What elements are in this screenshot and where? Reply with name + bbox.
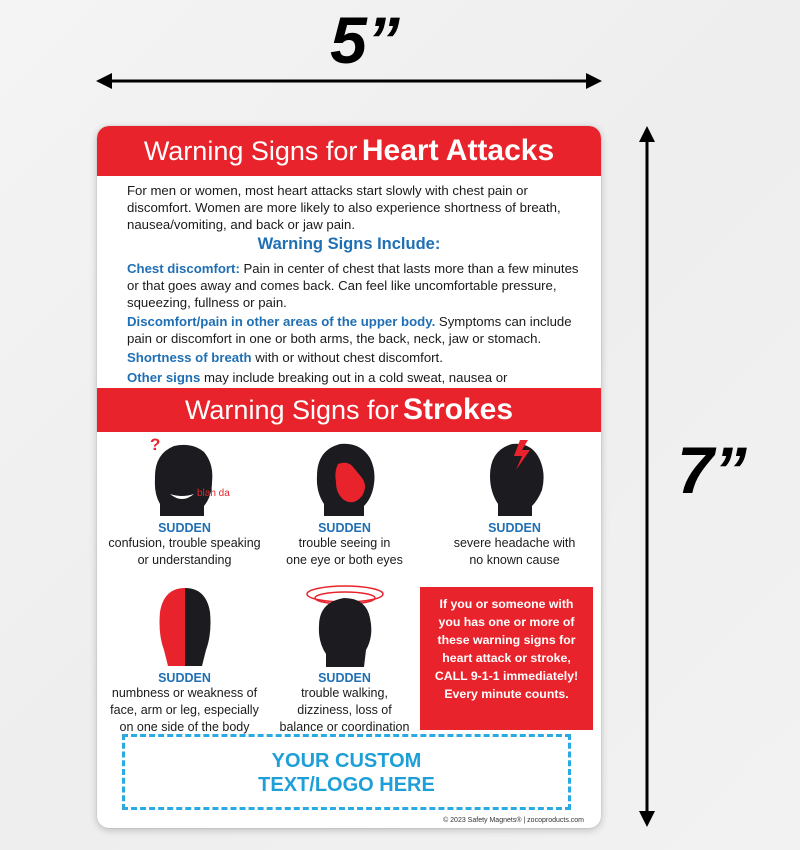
custom-line-1: YOUR CUSTOM [271, 750, 422, 772]
speech-text: blah da [196, 488, 230, 499]
stroke-sign-heading: SUDDEN [318, 521, 371, 535]
sign-label: Shortness of breath [127, 350, 252, 365]
stroke-sign-desc-3: on one side of the body [119, 720, 250, 734]
sign-text: may include breaking out in a cold sweat, nausea or [203, 370, 508, 385]
call-line-3: these warning signs for [437, 633, 576, 647]
call-line-1: If you or someone with [439, 597, 574, 611]
stroke-sign-desc-1: confusion, trouble speaking [108, 536, 261, 550]
stroke-sign-desc-3: balance or coordination [279, 720, 410, 734]
stroke-sign-heading: SUDDEN [158, 521, 211, 535]
stroke-sign-desc-2: face, arm or leg, especially [110, 703, 259, 717]
call-line-4: heart attack or stroke, [442, 651, 571, 665]
stroke-sign-desc-2: dizziness, loss of [297, 703, 392, 717]
width-dimension-label: 5” [330, 3, 400, 77]
stroke-sign-desc-2: one eye or both eyes [286, 553, 403, 567]
stroke-sign-headache [432, 434, 597, 569]
sign-shortness-of-breath [127, 349, 579, 366]
stroke-sign-dizziness [262, 580, 427, 736]
vision-head-icon [290, 434, 400, 519]
sign-text: Symptoms can include pain or discomfort in one or both arms, the back, neck, jaw or stomach. [127, 314, 572, 346]
sign-label: Chest discomfort: [127, 261, 240, 276]
call-line-6: Every minute counts. [444, 687, 569, 701]
copyright-text: © 2023 Safety Magnets® | zocoproducts.com [443, 817, 584, 824]
heart-attacks-intro: For men or women, most heart attacks start slowly with chest pain or discomfort. Women are more likely to also experience shortness of breath, nausea/vomiting, and back or jaw pain. [127, 183, 561, 232]
heart-attacks-title-bold: Heart Attacks [361, 134, 555, 167]
dizzy-head-icon [290, 580, 400, 669]
call-line-5: CALL 9-1-1 immediately! [434, 669, 579, 683]
height-arrow [639, 126, 655, 827]
numbness-head-icon [130, 584, 240, 669]
warning-signs-magnet [97, 126, 601, 828]
stroke-sign-desc-1: severe headache with [453, 536, 576, 550]
sign-label: Discomfort/pain in other areas of the upper body. [127, 314, 436, 329]
stroke-sign-heading: SUDDEN [318, 671, 371, 685]
confused-head-icon [130, 434, 240, 519]
stroke-sign-confusion [102, 434, 267, 569]
sign-label: Other signs [127, 370, 201, 385]
heart-attacks-title-light: Warning Signs for [143, 136, 358, 166]
question-mark: ? [149, 435, 160, 454]
headache-head-icon [460, 434, 570, 519]
stroke-sign-vision [262, 434, 427, 569]
strokes-banner [97, 388, 601, 432]
sign-text: Pain in center of chest that lasts more than a few minutes or that goes away and comes back. Can feel like uncomfortable pressure, squeezing, fullness or pain. [127, 261, 579, 310]
heart-attacks-banner [97, 126, 601, 176]
strokes-title-light: Warning Signs for [184, 395, 399, 425]
stroke-sign-heading: SUDDEN [158, 671, 211, 685]
stroke-sign-heading: SUDDEN [488, 521, 541, 535]
stroke-sign-desc-2: or understanding [137, 553, 232, 567]
call-line-2: you has one or more of [438, 615, 575, 629]
custom-line-2: TEXT/LOGO HERE [258, 774, 435, 796]
stroke-sign-desc-1: trouble seeing in [298, 536, 391, 550]
sign-upper-body [127, 313, 579, 347]
custom-logo-area [122, 734, 571, 810]
stroke-sign-desc-1: trouble walking, [301, 686, 388, 700]
strokes-title-bold: Strokes [402, 393, 514, 426]
sign-text: with or without chest discomfort. [251, 350, 443, 365]
stroke-sign-numbness [102, 584, 267, 736]
stroke-sign-desc-1: numbness or weakness of [111, 686, 258, 700]
stroke-sign-desc-2: no known cause [469, 553, 560, 567]
height-dimension-label: 7” [677, 433, 747, 507]
sign-chest-discomfort [127, 260, 579, 311]
call-911-box [420, 587, 593, 730]
warning-signs-include-heading: Warning Signs Include: [257, 235, 441, 253]
